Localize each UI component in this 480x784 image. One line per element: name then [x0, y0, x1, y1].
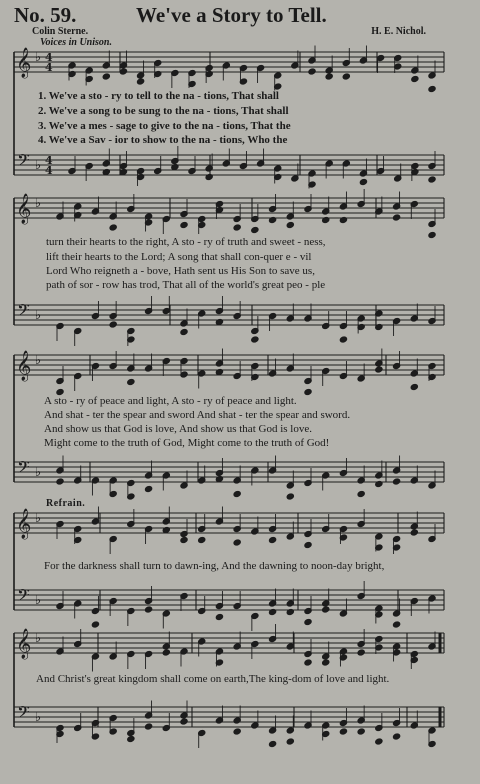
treble-clef: 𝄞	[16, 194, 32, 224]
treble-note	[162, 526, 170, 533]
key-flat: ♭	[35, 465, 42, 480]
treble-note	[127, 378, 135, 385]
time-signature-bottom: 4	[45, 61, 53, 74]
bass-note	[215, 475, 223, 482]
treble-clef: 𝄞	[16, 629, 32, 659]
treble-clef: 𝄞	[16, 509, 32, 539]
bass-note	[119, 168, 127, 175]
bass-clef: 𝄢	[17, 702, 30, 726]
bass-note	[286, 608, 294, 615]
verse4-line1: 4. We've a Sav - ior to show to the na - tions, Who the	[38, 134, 288, 146]
bass-note	[127, 735, 135, 742]
treble-note	[180, 221, 188, 228]
bass-note	[180, 328, 188, 335]
refrain-line2: And Christ's great kingdom shall come on earth,The king-dom of love and light.	[36, 673, 390, 685]
treble-note	[180, 536, 188, 543]
treble-note	[137, 78, 145, 85]
refrain-label: Refrain.	[46, 498, 86, 509]
bass-note	[357, 490, 365, 497]
bass-note	[251, 336, 259, 343]
bass-note	[171, 163, 179, 170]
lyricist-credit: Colin Sterne.	[32, 26, 89, 37]
treble-note	[375, 366, 383, 373]
key-flat: ♭	[35, 511, 42, 526]
bass-note	[375, 738, 383, 745]
bass-note	[269, 740, 277, 747]
key-flat: ♭	[35, 631, 42, 646]
treble-note	[119, 68, 127, 75]
treble-note	[342, 73, 350, 80]
treble-note	[109, 224, 117, 231]
key-flat: ♭	[35, 593, 42, 608]
hymn-title: We've a Story to Tell.	[136, 3, 327, 27]
bass-note	[339, 728, 347, 735]
treble-note	[102, 73, 110, 80]
bass-note	[109, 321, 117, 328]
bass-note	[393, 621, 401, 628]
treble-note	[393, 214, 401, 221]
treble-note	[198, 536, 206, 543]
treble-note	[322, 659, 330, 666]
bass-note	[145, 723, 153, 730]
treble-clef: 𝄞	[16, 351, 32, 381]
bass-note	[91, 621, 99, 628]
bass-note	[393, 733, 401, 740]
treble-note	[411, 75, 419, 82]
key-flat: ♭	[35, 710, 42, 725]
bass-note	[233, 490, 241, 497]
treble-note	[428, 231, 436, 238]
bass-note	[428, 176, 436, 183]
bass-clef: 𝄢	[17, 585, 30, 609]
bass-note	[375, 480, 383, 487]
treble-note	[162, 649, 170, 656]
time-signature-top: 4	[45, 51, 53, 64]
bass-note	[286, 493, 294, 500]
verse1-line3: A sto - ry of peace and light, A sto - ry of peace and light.	[44, 395, 297, 407]
hymn-number: No. 59.	[14, 3, 77, 27]
treble-note	[410, 383, 418, 390]
treble-note	[428, 85, 436, 92]
bass-note	[357, 728, 365, 735]
treble-note	[339, 216, 347, 223]
treble-note	[304, 388, 312, 395]
bass-note	[339, 336, 347, 343]
treble-note	[308, 68, 316, 75]
bass-clef: 𝄢	[17, 457, 30, 481]
treble-note	[304, 541, 312, 548]
bass-note	[180, 718, 188, 725]
tempo-marking: Voices in Unison.	[40, 37, 112, 48]
treble-note	[269, 536, 277, 543]
verse1-line1: 1. We've a sto - ry to tell to the na - tions, That shall	[38, 90, 279, 102]
treble-note	[325, 73, 333, 80]
bass-note	[102, 168, 110, 175]
verse1-line2: turn their hearts to the right, A sto - ry of truth and sweet - ness,	[46, 236, 326, 248]
bass-clef: 𝄢	[17, 300, 30, 324]
bass-note	[205, 173, 213, 180]
key-flat: ♭	[35, 353, 42, 368]
treble-note	[233, 224, 241, 231]
key-flat: ♭	[35, 50, 42, 65]
bass-note	[233, 728, 241, 735]
refrain-line1: For the darkness shall turn to dawn-ing, And the dawning to noon-day bright,	[44, 560, 385, 572]
bass-note	[322, 606, 330, 613]
verse2-line2: lift their hearts to the Lord; A song that shall con-quer e - vil	[46, 251, 312, 263]
verse4-line3: Might come to the truth of God, Might come to the truth of God!	[44, 437, 330, 449]
treble-note	[357, 649, 365, 656]
bass-note	[286, 738, 294, 745]
treble-note	[269, 216, 277, 223]
key-flat: ♭	[35, 196, 42, 211]
treble-note	[233, 539, 241, 546]
bass-note	[215, 613, 223, 620]
key-flat: ♭	[35, 158, 42, 173]
treble-note	[251, 226, 259, 233]
treble-note	[286, 221, 294, 228]
time-signature-top: 4	[45, 154, 53, 167]
verse3-line1: 3. We've a mes - sage to give to the na - tions, That the	[38, 120, 291, 132]
verse3-line3: And show us that God is love, And show us that God is love.	[44, 423, 312, 435]
treble-note	[304, 659, 312, 666]
bass-note	[56, 478, 64, 485]
bass-note	[145, 606, 153, 613]
treble-note	[322, 216, 330, 223]
bass-note	[359, 178, 367, 185]
treble-note	[215, 368, 223, 375]
treble-clef: 𝄞	[16, 48, 32, 78]
bass-note	[269, 608, 277, 615]
treble-note	[410, 529, 418, 536]
bass-clef: 𝄢	[17, 150, 30, 174]
key-flat: ♭	[35, 308, 42, 323]
bass-note	[393, 478, 401, 485]
verse2-line1: 2. We've a song to be sung to the na - tions, That shall	[38, 105, 289, 117]
verse2-line3: And shat - ter the spear and sword And shat - ter the spear and sword.	[44, 409, 351, 421]
verse4-line2: path of sor - row has trod, That all of the world's great peo - ple	[46, 279, 326, 291]
time-signature-bottom: 4	[45, 164, 53, 177]
composer-credit: H. E. Nichol.	[371, 26, 426, 37]
verse3-line2: Lord Who reigneth a - bove, Hath sent us His Son to save us,	[46, 265, 315, 277]
bass-note	[145, 485, 153, 492]
bass-note	[215, 318, 223, 325]
bass-note	[304, 618, 312, 625]
